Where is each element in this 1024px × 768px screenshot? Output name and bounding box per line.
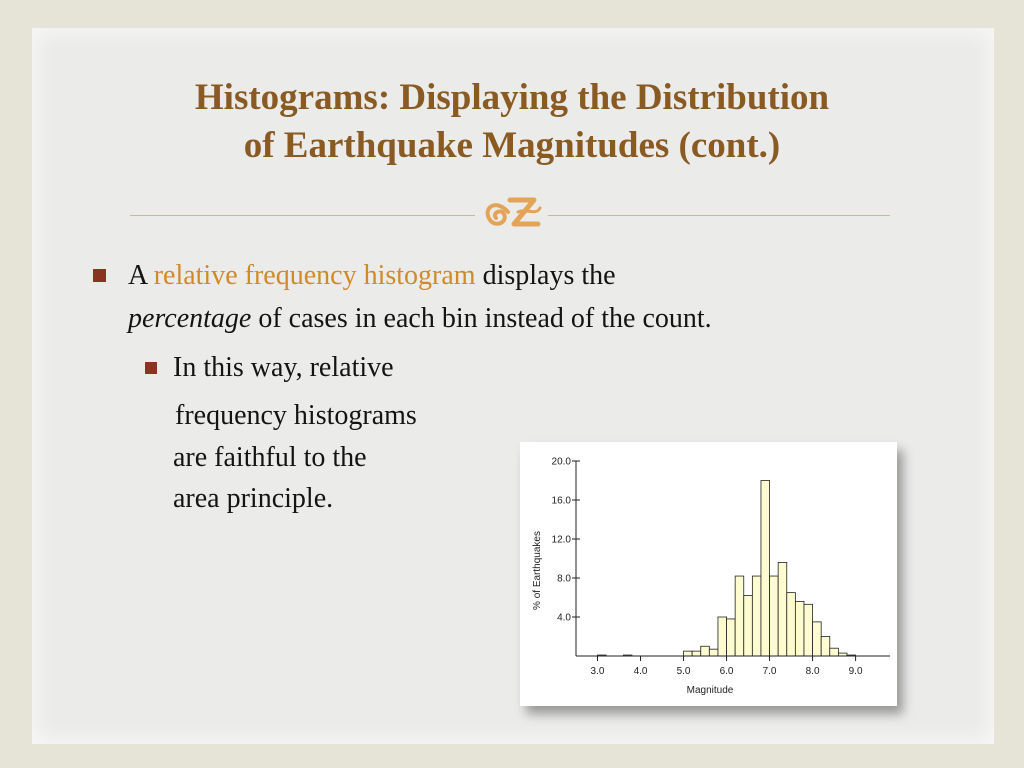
histogram-bar xyxy=(804,604,813,656)
histogram-bar xyxy=(718,617,727,656)
x-tick-label: 7.0 xyxy=(762,666,777,677)
sub-bullet-line-2: frequency histograms xyxy=(175,400,417,431)
histogram-bar xyxy=(770,576,779,656)
histogram-bar xyxy=(761,481,770,657)
x-tick-label: 4.0 xyxy=(633,666,648,677)
x-tick-label: 9.0 xyxy=(848,666,863,677)
histogram-bar xyxy=(735,576,744,656)
histogram-bar xyxy=(778,562,787,656)
histogram-bar xyxy=(821,637,830,657)
histogram-bar xyxy=(744,596,753,656)
bullet-1-text-a: A xyxy=(128,260,154,291)
swirl-ornament-icon xyxy=(478,186,546,236)
x-tick-label: 3.0 xyxy=(590,666,605,677)
x-tick-label: 8.0 xyxy=(805,666,820,677)
bullet-marker xyxy=(93,269,106,282)
histogram-bar xyxy=(795,601,804,656)
y-tick-label: 8.0 xyxy=(557,573,571,585)
sub-bullet-marker xyxy=(145,362,157,374)
histogram-bar xyxy=(727,619,736,656)
y-axis-label: % of Earthquakes xyxy=(532,531,543,610)
sub-bullet-line-4: area principle. xyxy=(173,483,334,514)
title-divider-right xyxy=(548,215,890,216)
histogram-bar xyxy=(752,576,761,656)
bullet-1-italic: percentage xyxy=(128,303,252,334)
histogram-chart xyxy=(520,442,897,706)
bullet-1-line-1 xyxy=(128,260,616,292)
y-tick-label: 12.0 xyxy=(551,534,571,546)
sub-bullet-line-3: are faithful to the xyxy=(173,442,367,473)
histogram-bar xyxy=(701,646,710,656)
bullet-1-highlight: relative frequency histogram xyxy=(153,260,476,291)
histogram-bar xyxy=(692,651,701,656)
y-tick-label: 20.0 xyxy=(551,456,571,468)
title-line-1: Histograms: Displaying the Distribution xyxy=(194,77,830,118)
histogram-bar xyxy=(830,648,839,656)
y-tick-label: 4.0 xyxy=(557,612,571,624)
bullet-1-text-c: of cases in each bin instead of the count. xyxy=(251,303,712,334)
title-divider-left xyxy=(130,215,475,216)
slide-title xyxy=(0,74,1024,170)
histogram-bar xyxy=(709,649,718,656)
histogram-bar xyxy=(684,651,693,656)
histogram-figure xyxy=(520,442,897,706)
bullet-1-line-2 xyxy=(128,303,712,335)
x-tick-label: 6.0 xyxy=(719,666,734,677)
x-tick-label: 5.0 xyxy=(676,666,691,677)
histogram-bar xyxy=(813,622,822,656)
histogram-bar xyxy=(787,593,796,656)
x-axis-label: Magnitude xyxy=(686,685,734,696)
sub-bullet-line-1: In this way, relative xyxy=(173,352,394,383)
y-tick-label: 16.0 xyxy=(551,495,571,507)
title-line-2: of Earthquake Magnitudes (cont.) xyxy=(243,125,781,166)
bullet-1-text-b: displays the xyxy=(475,260,616,291)
